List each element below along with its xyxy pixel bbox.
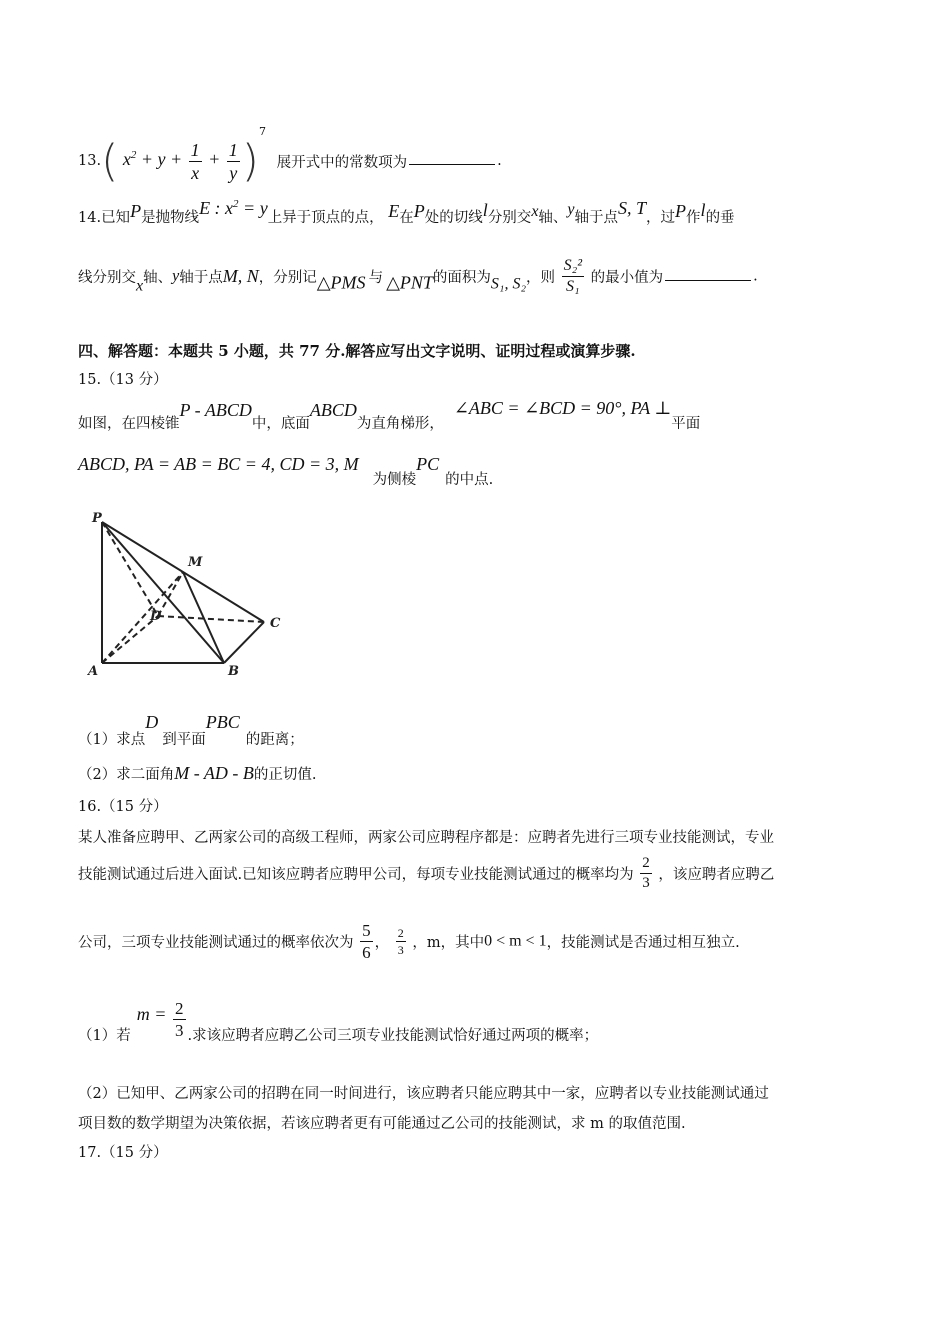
q14-text: 是抛物线: [141, 210, 200, 226]
q14-text: 线分别交: [78, 270, 136, 286]
q15-text: 如图，在四棱锥: [78, 416, 180, 432]
q16-text: ，: [374, 935, 390, 951]
q16-text: ，m，其中: [412, 935, 485, 951]
q14-text: 作: [686, 210, 701, 226]
q16-part2-line2: 项目数的数学期望为决策依据，若该应聘者更有可能通过乙公司的技能测试，求 m 的取值范围.: [78, 1116, 686, 1132]
q14-number: 14.: [78, 210, 102, 226]
q16-part1: [78, 1000, 598, 1045]
q13-number: 13.: [78, 153, 102, 169]
q15-part2: [78, 763, 317, 784]
math-PC: PC: [416, 454, 440, 474]
q13-exponent: 7: [258, 125, 266, 138]
q15-text: 平面: [671, 416, 701, 432]
q15-text: 为直角梯形，: [356, 416, 444, 432]
math-S1S2: S₁, S₂: [490, 275, 527, 293]
q16-text: （1）若: [78, 1028, 131, 1044]
fraction-2-3-small: $\frac{2}{3}$: [397, 926, 404, 957]
q14-text: 的面积为: [432, 270, 491, 286]
section-heading: 四、解答题：本题共 5 小题，共 77 分.解答应写出文字说明、证明过程或演算步骤.: [78, 342, 636, 360]
q16-line1: 某人准备应聘甲、乙两家公司的高级工程师，两家公司应聘程序都是：应聘者先进行三项专业技能测试，专业: [78, 830, 774, 846]
q15-text: 中，底面: [251, 416, 310, 432]
math-MN: M, N: [222, 266, 259, 286]
math-triangle-PNT: △PNT: [386, 272, 433, 293]
math-triangle-PMS: △PMS: [316, 272, 366, 293]
q14-text: 在: [399, 210, 414, 226]
q14-line1: [78, 198, 735, 227]
right-paren: ): [241, 135, 259, 187]
math-ABCD: ABCD: [309, 400, 357, 420]
q16-line3: [78, 922, 740, 961]
q14-text: ，分别记: [258, 270, 317, 286]
math-fraction-S2sq-over-S1: $\frac{\text{S₂²}}{\text{S₁}}$: [563, 257, 583, 295]
edge-PB: [102, 522, 224, 663]
fraction-m-2-3: $\frac{2}{3}$: [175, 999, 184, 1040]
q15-part1: [78, 712, 304, 749]
q13: [78, 125, 502, 187]
math-P: P: [413, 201, 425, 221]
math-P: P: [130, 201, 142, 221]
q15-head: 15.（13 分）: [78, 372, 168, 388]
q14-text: 轴、: [538, 210, 568, 226]
label-D: D: [150, 609, 162, 624]
math-l: l: [700, 200, 706, 220]
q14-text: 的最小值为: [590, 270, 664, 286]
q16-head: 16.（15 分）: [78, 799, 168, 815]
label-M: M: [188, 555, 203, 570]
q13-end: .: [497, 153, 502, 169]
math-x: x: [531, 203, 539, 220]
q14-text: 轴、: [143, 270, 173, 286]
q13-text: 展开式中的常数项为: [276, 154, 408, 171]
edge-DC: [158, 616, 264, 622]
q15-text: 的中点.: [445, 472, 494, 488]
math-x: x: [136, 277, 144, 295]
q16-text: 技能测试通过后进入面试.已知该应聘者应聘甲公司，每项专业技能测试通过的概率均为: [78, 867, 634, 883]
q14-text: 分别交: [487, 210, 532, 226]
q14-end: .: [753, 268, 758, 285]
math-l: l: [482, 200, 488, 220]
answer-blank[interactable]: [409, 163, 495, 165]
math-pyramid: P - ABCD: [179, 400, 252, 420]
q15-text: （2）求二面角: [78, 767, 175, 783]
q14-text: 轴于点: [574, 210, 619, 226]
q14-text: 轴于点: [179, 270, 223, 286]
q15-line1: [78, 398, 700, 433]
math-y: y: [567, 201, 575, 218]
q15-text: 为侧棱: [372, 472, 417, 488]
math-y: y: [172, 267, 180, 285]
q14-text: 与: [368, 270, 384, 286]
q16-text: ，技能测试是否通过相互独立.: [546, 935, 740, 951]
pyramid-figure: [78, 508, 298, 688]
label-B: B: [228, 664, 239, 679]
label-A: A: [88, 664, 99, 679]
q14-text: ，过: [646, 210, 676, 226]
math-E: E: [388, 201, 400, 221]
q15-text: （1）求点: [78, 732, 146, 748]
q14-text: 上异于顶点的点，: [267, 210, 384, 226]
math-angle-condition: ∠ABC = ∠BCD = 90°, PA ⊥: [453, 398, 672, 418]
q14-line2: [78, 258, 758, 296]
fraction-5-6: $\frac{5}{6}$: [362, 921, 371, 962]
q14-text: ，则: [526, 270, 556, 286]
math-PBC: PBC: [205, 712, 240, 732]
math-P: P: [675, 201, 687, 221]
q17-head: 17.（15 分）: [78, 1145, 168, 1161]
answer-blank[interactable]: [665, 279, 751, 281]
math-m-equals: m =: [136, 1004, 167, 1024]
q16-text: ，该应聘者应聘乙: [658, 867, 775, 883]
math-dihedral: M - AD - B: [174, 763, 254, 783]
edge-BC: [224, 622, 264, 663]
q14-text: 处的切线: [424, 210, 483, 226]
q14-text: 已知: [101, 210, 131, 226]
label-P: P: [92, 511, 102, 526]
q15-text: 的正切值.: [253, 767, 317, 783]
math-D: D: [145, 712, 159, 732]
q16-text: 公司，三项专业技能测试通过的概率依次为: [78, 935, 354, 951]
left-paren: (: [101, 135, 119, 187]
math-conditions: ABCD, PA = AB = BC = 4, CD = 3, M: [78, 454, 359, 474]
edge-PD: [102, 522, 158, 616]
q15-text: 的距离；: [245, 732, 304, 748]
segment-DM: [158, 572, 183, 616]
q15-line2: [78, 454, 493, 489]
q13-expression: $x^2 + y$ + $\frac{1}{x}$ + $\frac{1}{y}$: [122, 139, 238, 183]
math-inequality: 0 < m < 1: [484, 932, 547, 950]
q16-part2-line1: （2）已知甲、乙两家公司的招聘在同一时间进行，该应聘者只能应聘其中一家，应聘者以专业技能测试通过: [78, 1086, 769, 1102]
q14-text: 的垂: [705, 210, 735, 226]
q16-line2: [78, 856, 774, 891]
math-ST: S, T: [618, 198, 647, 218]
math-parabola: E : $x^2 = y$: [199, 198, 268, 218]
fraction-2-3: $\frac{2}{3}$: [642, 855, 650, 891]
q15-text: 到平面: [162, 732, 206, 748]
q16-text: .求该应聘者应聘乙公司三项专业技能测试恰好通过两项的概率；: [187, 1028, 599, 1044]
label-C: C: [270, 616, 281, 631]
